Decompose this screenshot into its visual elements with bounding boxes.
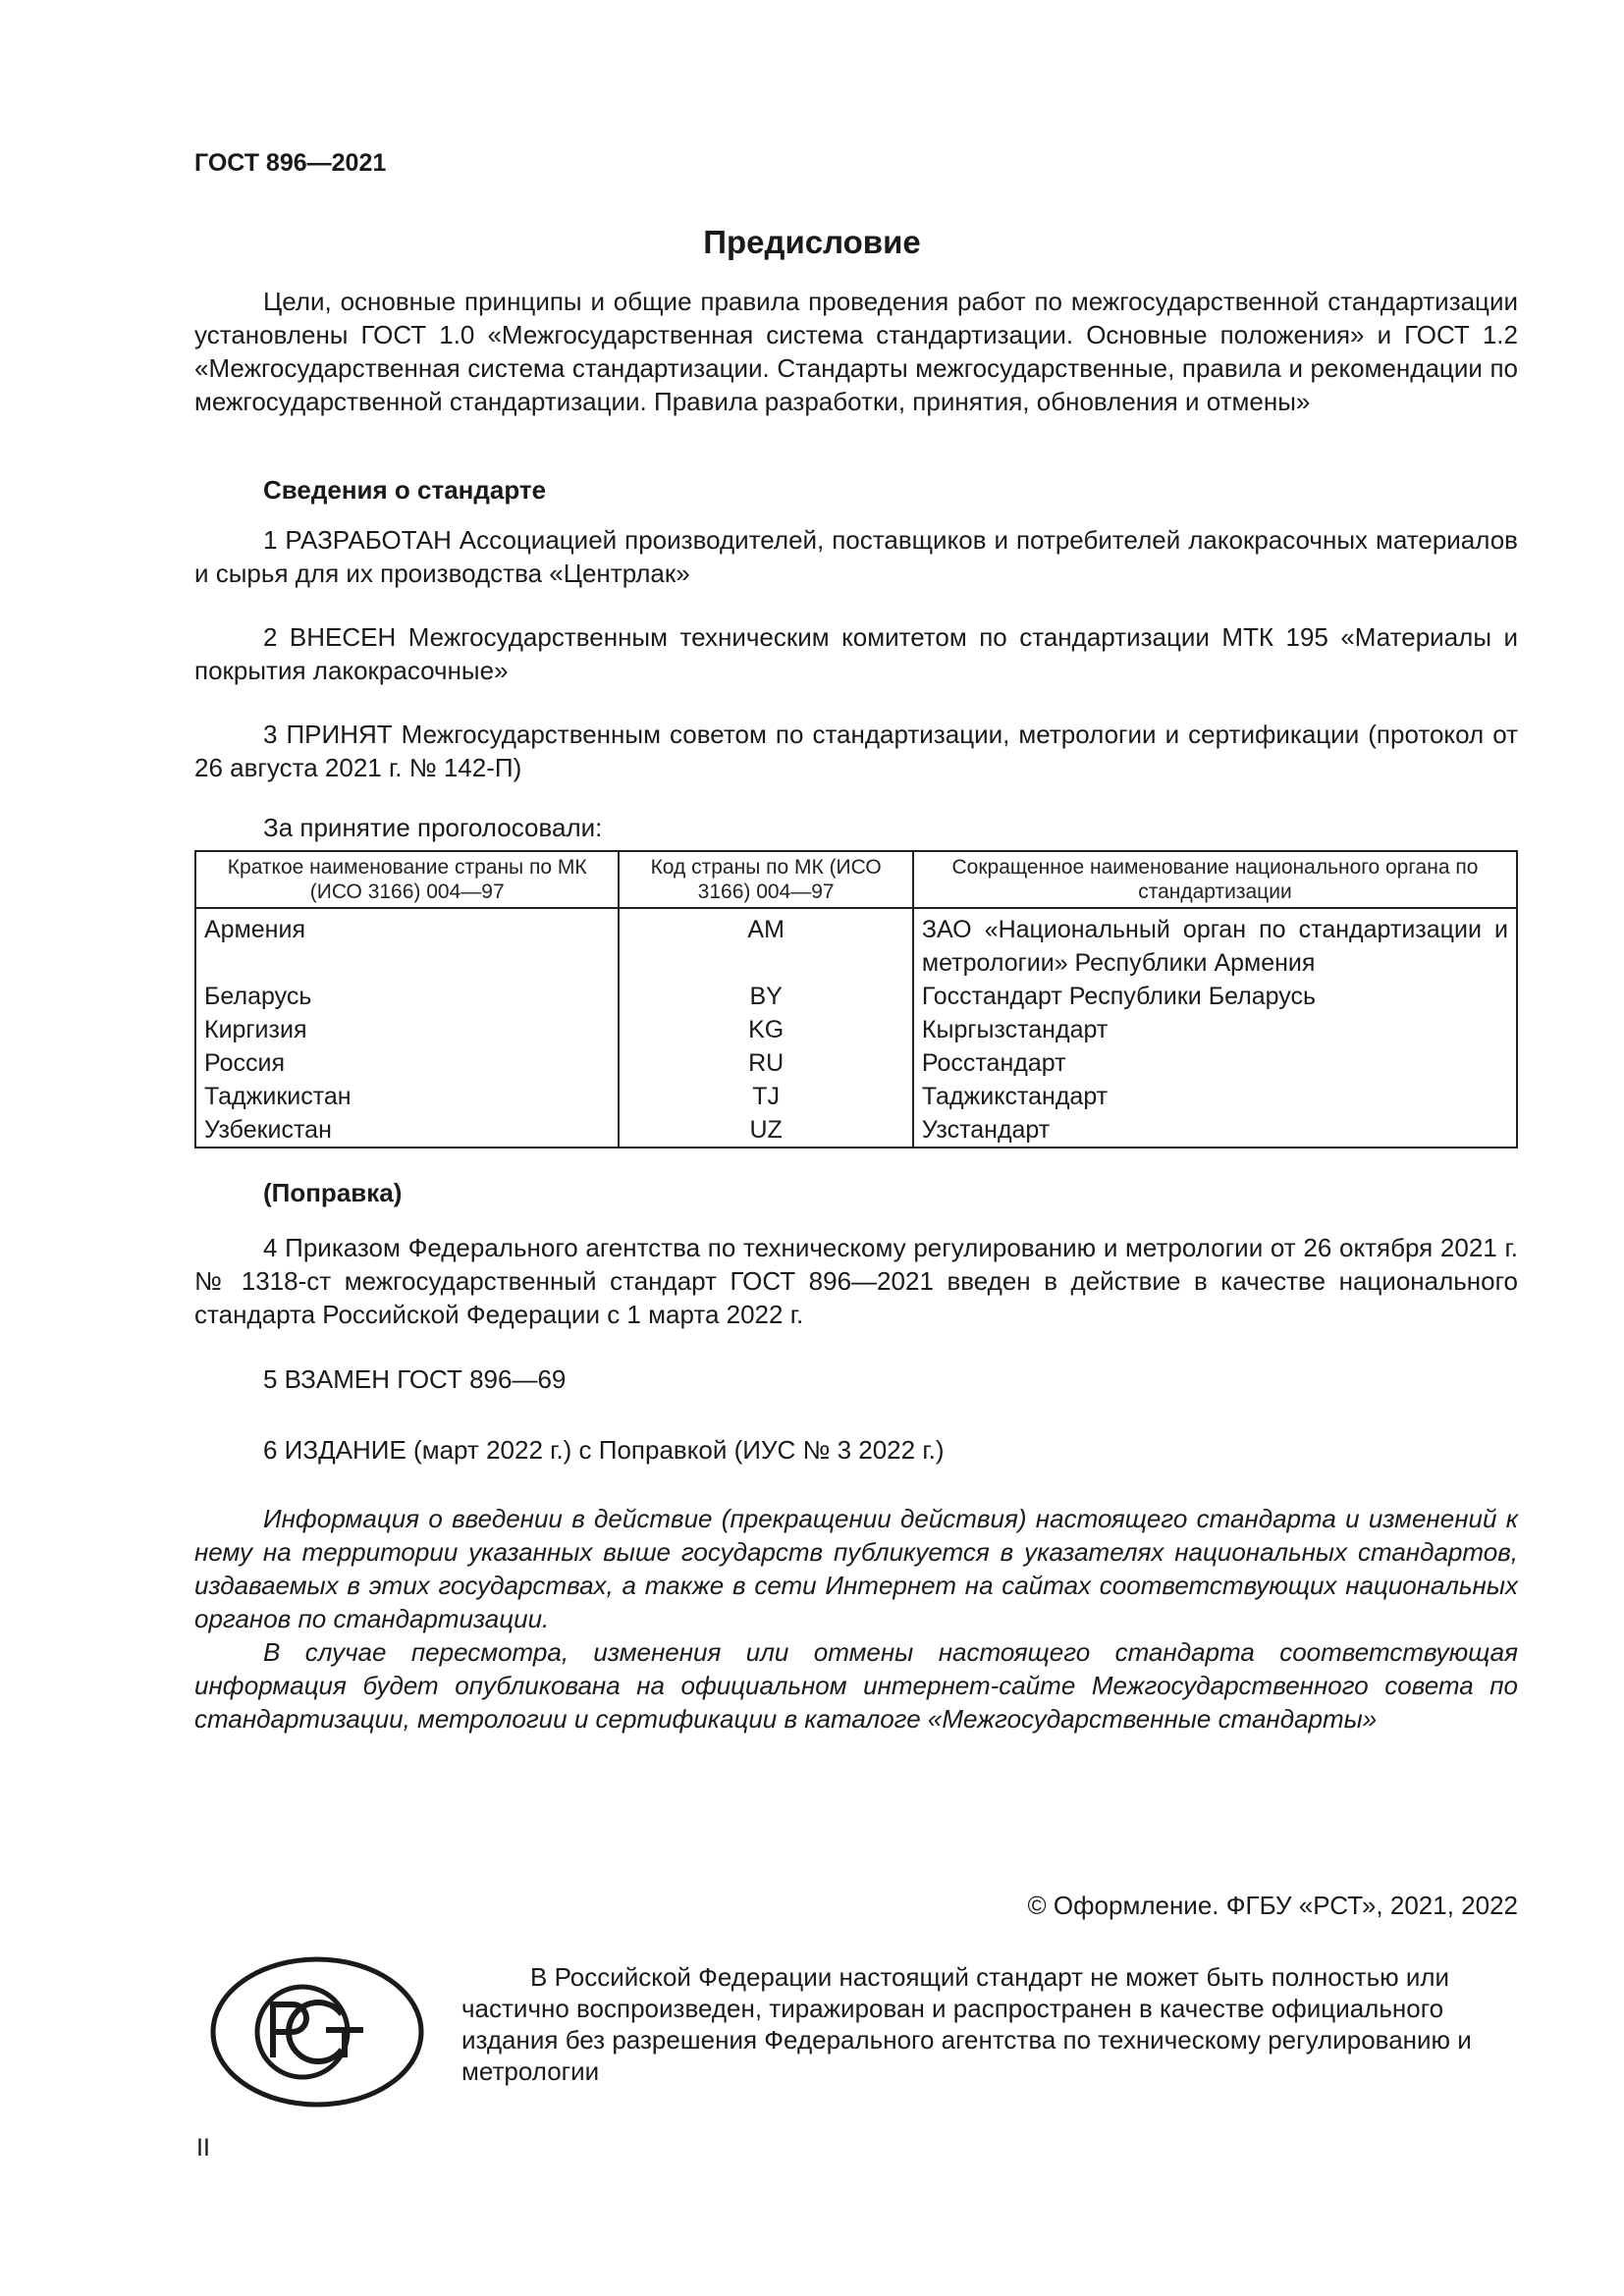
table-row — [195, 1046, 1517, 1080]
code-cell: RU — [619, 1046, 913, 1080]
code-cell: KG — [619, 1013, 913, 1046]
item-4-text: 4 Приказом Федерального агентства по техническому регулированию и метрологии от 26 октября 2021 г. № 1318-ст межгосударственный стандарт ГОСТ 896—2021 введен в действие в качестве национального стандарта Российской Федерации с 1 марта 2022 г. — [194, 1233, 1518, 1329]
table-row — [195, 908, 1517, 980]
vote-label: За принятие проголосовали: — [263, 813, 603, 842]
notice-paragraph-1: Информация о введении в действие (прекращении действия) настоящего стандарта и изменений к нему на территории указанных выше государств публикуется в указателях национальных стандартов, издаваемых в этих государствах, а также в сети Интернет на сайтах соответствующих национальных органов по стандартизации. — [194, 1504, 1518, 1633]
header-country-code: Код страны по МК (ИСО 3166) 004—97 — [619, 851, 913, 908]
item-6 — [194, 1433, 1518, 1467]
amendment-heading: (Поправка) — [263, 1178, 403, 1207]
code-cell: BY — [619, 980, 913, 1013]
doc-code-header: ГОСТ 896—2021 — [194, 149, 387, 177]
body-cell: Узстандарт — [913, 1113, 1517, 1148]
item-6-text: 6 ИЗДАНИЕ (март 2022 г.) с Поправкой (ИУС № 3 2022 г.) — [263, 1435, 945, 1465]
item-3 — [194, 718, 1518, 784]
item-5-text: 5 ВЗАМЕН ГОСТ 896—69 — [263, 1364, 567, 1394]
notice-block — [194, 1502, 1518, 1735]
table-row — [195, 1080, 1517, 1113]
page-title: Предисловие — [703, 224, 921, 260]
intro-paragraph — [194, 285, 1518, 418]
table-header-row — [195, 851, 1517, 908]
table-row — [195, 1113, 1517, 1148]
code-cell: TJ — [619, 1080, 913, 1113]
header-country-name: Краткое наименование страны по МК (ИСО 3166) 004—97 — [195, 851, 619, 908]
intro-text: Цели, основные принципы и общие правила проведения работ по межгосударственной стандартизации установлены ГОСТ 1.0 «Межгосударственная система стандартизации. Основные положения» и ГОСТ 1.2 «Межгосударственная система стандартизации. Стандарты межгосударственные, правила и рекомендации по межгосударственной стандартизации. Правила разработки, принятия, обновления и отмены» — [194, 287, 1518, 416]
item-5 — [194, 1362, 1518, 1396]
notice-paragraph-2: В случае пересмотра, изменения или отмены настоящего стандарта соответствующая информация будет опубликована на официальном интернет-сайте Межгосударственного совета по стандартизации, метрологии и сертификации в каталоге «Межгосударственные стандарты» — [194, 1637, 1518, 1734]
country-cell: Таджикистан — [195, 1080, 619, 1113]
table-row — [195, 1013, 1517, 1046]
legal-notice — [461, 1961, 1518, 2087]
body-cell: Таджикстандарт — [913, 1080, 1517, 1113]
country-cell: Россия — [195, 1046, 619, 1080]
legal-text: В Российской Федерации настоящий стандарт не может быть полностью или частично воспроизведен, тиражирован и распространен в качестве официального издания без разрешения Федерального агентства по техническому регулированию и метрологии — [461, 1962, 1472, 2086]
copyright-line: © Оформление. ФГБУ «РСТ», 2021, 2022 — [1027, 1891, 1518, 1920]
item-4 — [194, 1231, 1518, 1331]
body-cell: Госстандарт Республики Беларусь — [913, 980, 1517, 1013]
item-2 — [194, 620, 1518, 687]
info-heading: Сведения о стандарте — [263, 475, 547, 505]
code-cell: UZ — [619, 1113, 913, 1148]
body-cell: ЗАО «Национальный орган по стандартизации и метрологии» Республики Армения — [913, 908, 1517, 980]
item-1 — [194, 523, 1518, 590]
item-1-text: 1 РАЗРАБОТАН Ассоциацией производителей, поставщиков и потребителей лакокрасочных материалов и сырья для их производства «Центрлак» — [194, 525, 1518, 588]
body-cell: Кыргызстандарт — [913, 1013, 1517, 1046]
country-cell: Киргизия — [195, 1013, 619, 1046]
code-cell: AM — [619, 908, 913, 980]
item-3-text: 3 ПРИНЯТ Межгосударственным советом по стандартизации, метрологии и сертификации (протокол от 26 августа 2021 г. № 142-П) — [194, 720, 1518, 782]
page-number: II — [196, 2134, 210, 2162]
country-cell: Армения — [195, 908, 619, 980]
rst-logo-icon — [208, 1953, 426, 2110]
table-row — [195, 980, 1517, 1013]
votes-table — [194, 850, 1518, 1148]
country-cell: Беларусь — [195, 980, 619, 1013]
country-cell: Узбекистан — [195, 1113, 619, 1148]
item-2-text: 2 ВНЕСЕН Межгосударственным техническим комитетом по стандартизации МТК 195 «Материалы и покрытия лакокрасочные» — [194, 622, 1518, 685]
body-cell: Росстандарт — [913, 1046, 1517, 1080]
header-national-body: Сокращенное наименование национального органа по стандартизации — [913, 851, 1517, 908]
